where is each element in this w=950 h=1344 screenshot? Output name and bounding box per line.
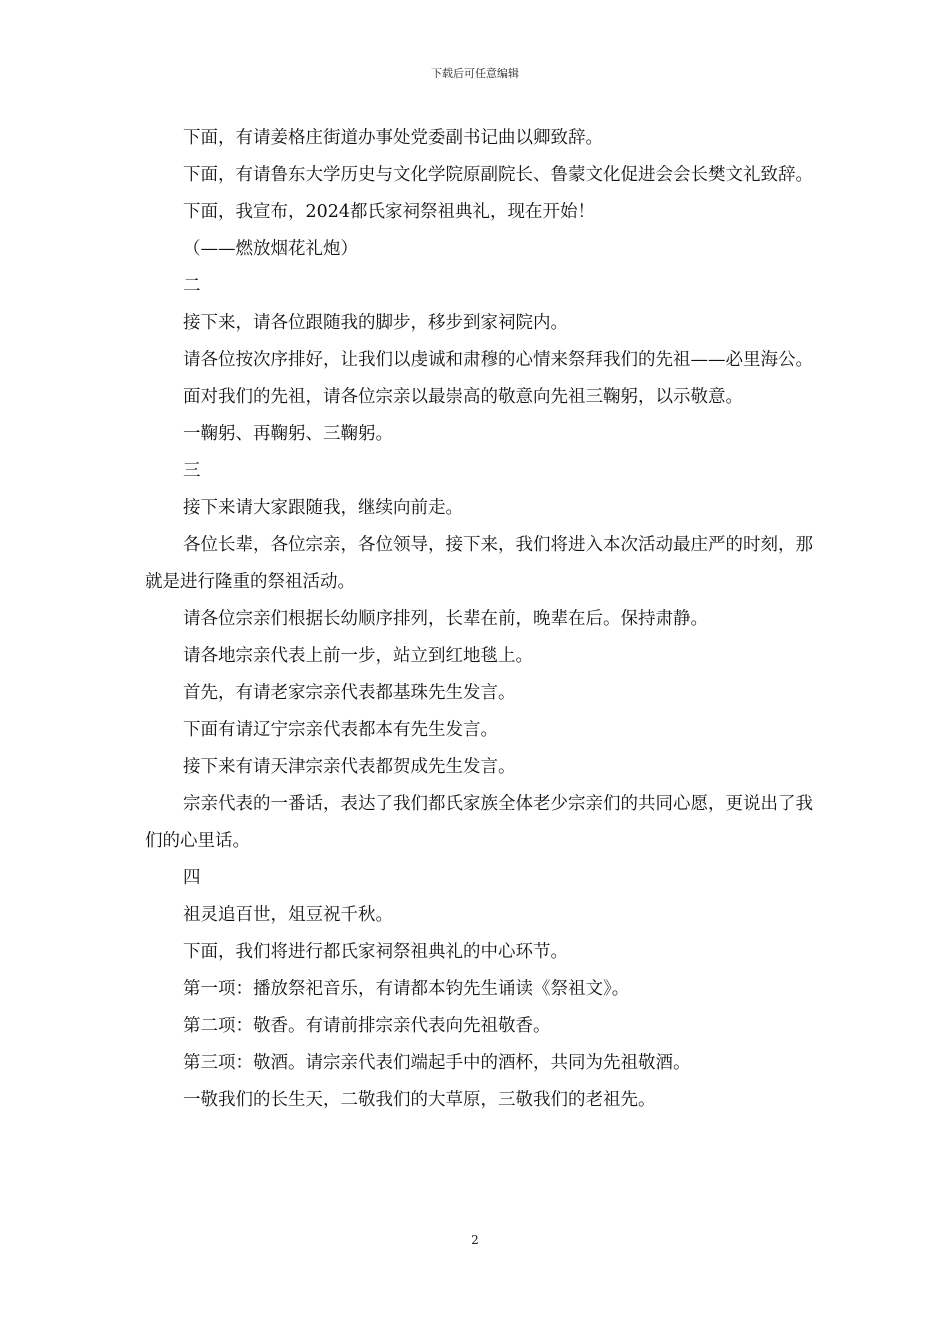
paragraph: 第二项：敬香。有请前排宗亲代表向先祖敬香。 xyxy=(183,1016,551,1036)
paragraph: 第三项：敬酒。请宗亲代表们端起手中的酒杯，共同为先祖敬酒。 xyxy=(183,1053,691,1073)
paragraph: 首先，有请老家宗亲代表都基珠先生发言。 xyxy=(183,683,516,703)
paragraph: 宗亲代表的一番话，表达了我们都氏家族全体老少宗亲们的共同心愿，更说出了我们的心里话。 xyxy=(145,794,813,851)
paragraph: 请各位按次序排好，让我们以虔诚和肃穆的心情来祭拜我们的先祖——必里海公。 xyxy=(183,350,813,370)
paragraph: 下面，有请鲁东大学历史与文化学院原副院长、鲁蒙文化促进会会长樊文礼致辞。 xyxy=(183,165,813,185)
section-number: 二 xyxy=(183,276,201,296)
page-header: 下载后可任意编辑 xyxy=(431,67,519,80)
paragraph: 一鞠躬、再鞠躬、三鞠躬。 xyxy=(183,424,393,444)
paragraph: 接下来，请各位跟随我的脚步，移步到家祠院内。 xyxy=(183,313,568,333)
document-body xyxy=(145,120,813,1119)
paragraph: 下面，我宣布，2024都氏家祠祭祖典礼，现在开始！ xyxy=(183,202,596,222)
paragraph: 请各地宗亲代表上前一步，站立到红地毯上。 xyxy=(183,646,533,666)
paragraph: 下面，我们将进行都氏家祠祭祖典礼的中心环节。 xyxy=(183,942,568,962)
paragraph: 祖灵追百世，俎豆祝千秋。 xyxy=(183,905,393,925)
paragraph: 一敬我们的长生天，二敬我们的大草原，三敬我们的老祖先。 xyxy=(183,1090,656,1110)
paragraph: （——燃放烟花礼炮） xyxy=(183,239,358,259)
section-number: 四 xyxy=(183,868,201,888)
section-number: 三 xyxy=(183,461,201,481)
paragraph: 各位长辈，各位宗亲，各位领导，接下来，我们将进入本次活动最庄严的时刻，那就是进行隆重的祭祖活动。 xyxy=(145,535,813,592)
paragraph: 下面有请辽宁宗亲代表都本有先生发言。 xyxy=(183,720,498,740)
paragraph: 接下来请大家跟随我，继续向前走。 xyxy=(183,498,463,518)
paragraph: 下面，有请姜格庄街道办事处党委副书记曲以卿致辞。 xyxy=(183,128,603,148)
paragraph: 请各位宗亲们根据长幼顺序排列，长辈在前，晚辈在后。保持肃静。 xyxy=(183,609,708,629)
page-number: 2 xyxy=(471,1233,479,1247)
paragraph: 第一项：播放祭祀音乐，有请都本钧先生诵读《祭祖文》。 xyxy=(183,979,630,999)
paragraph: 接下来有请天津宗亲代表都贺成先生发言。 xyxy=(183,757,516,777)
paragraph: 面对我们的先祖，请各位宗亲以最崇高的敬意向先祖三鞠躬，以示敬意。 xyxy=(183,387,743,407)
